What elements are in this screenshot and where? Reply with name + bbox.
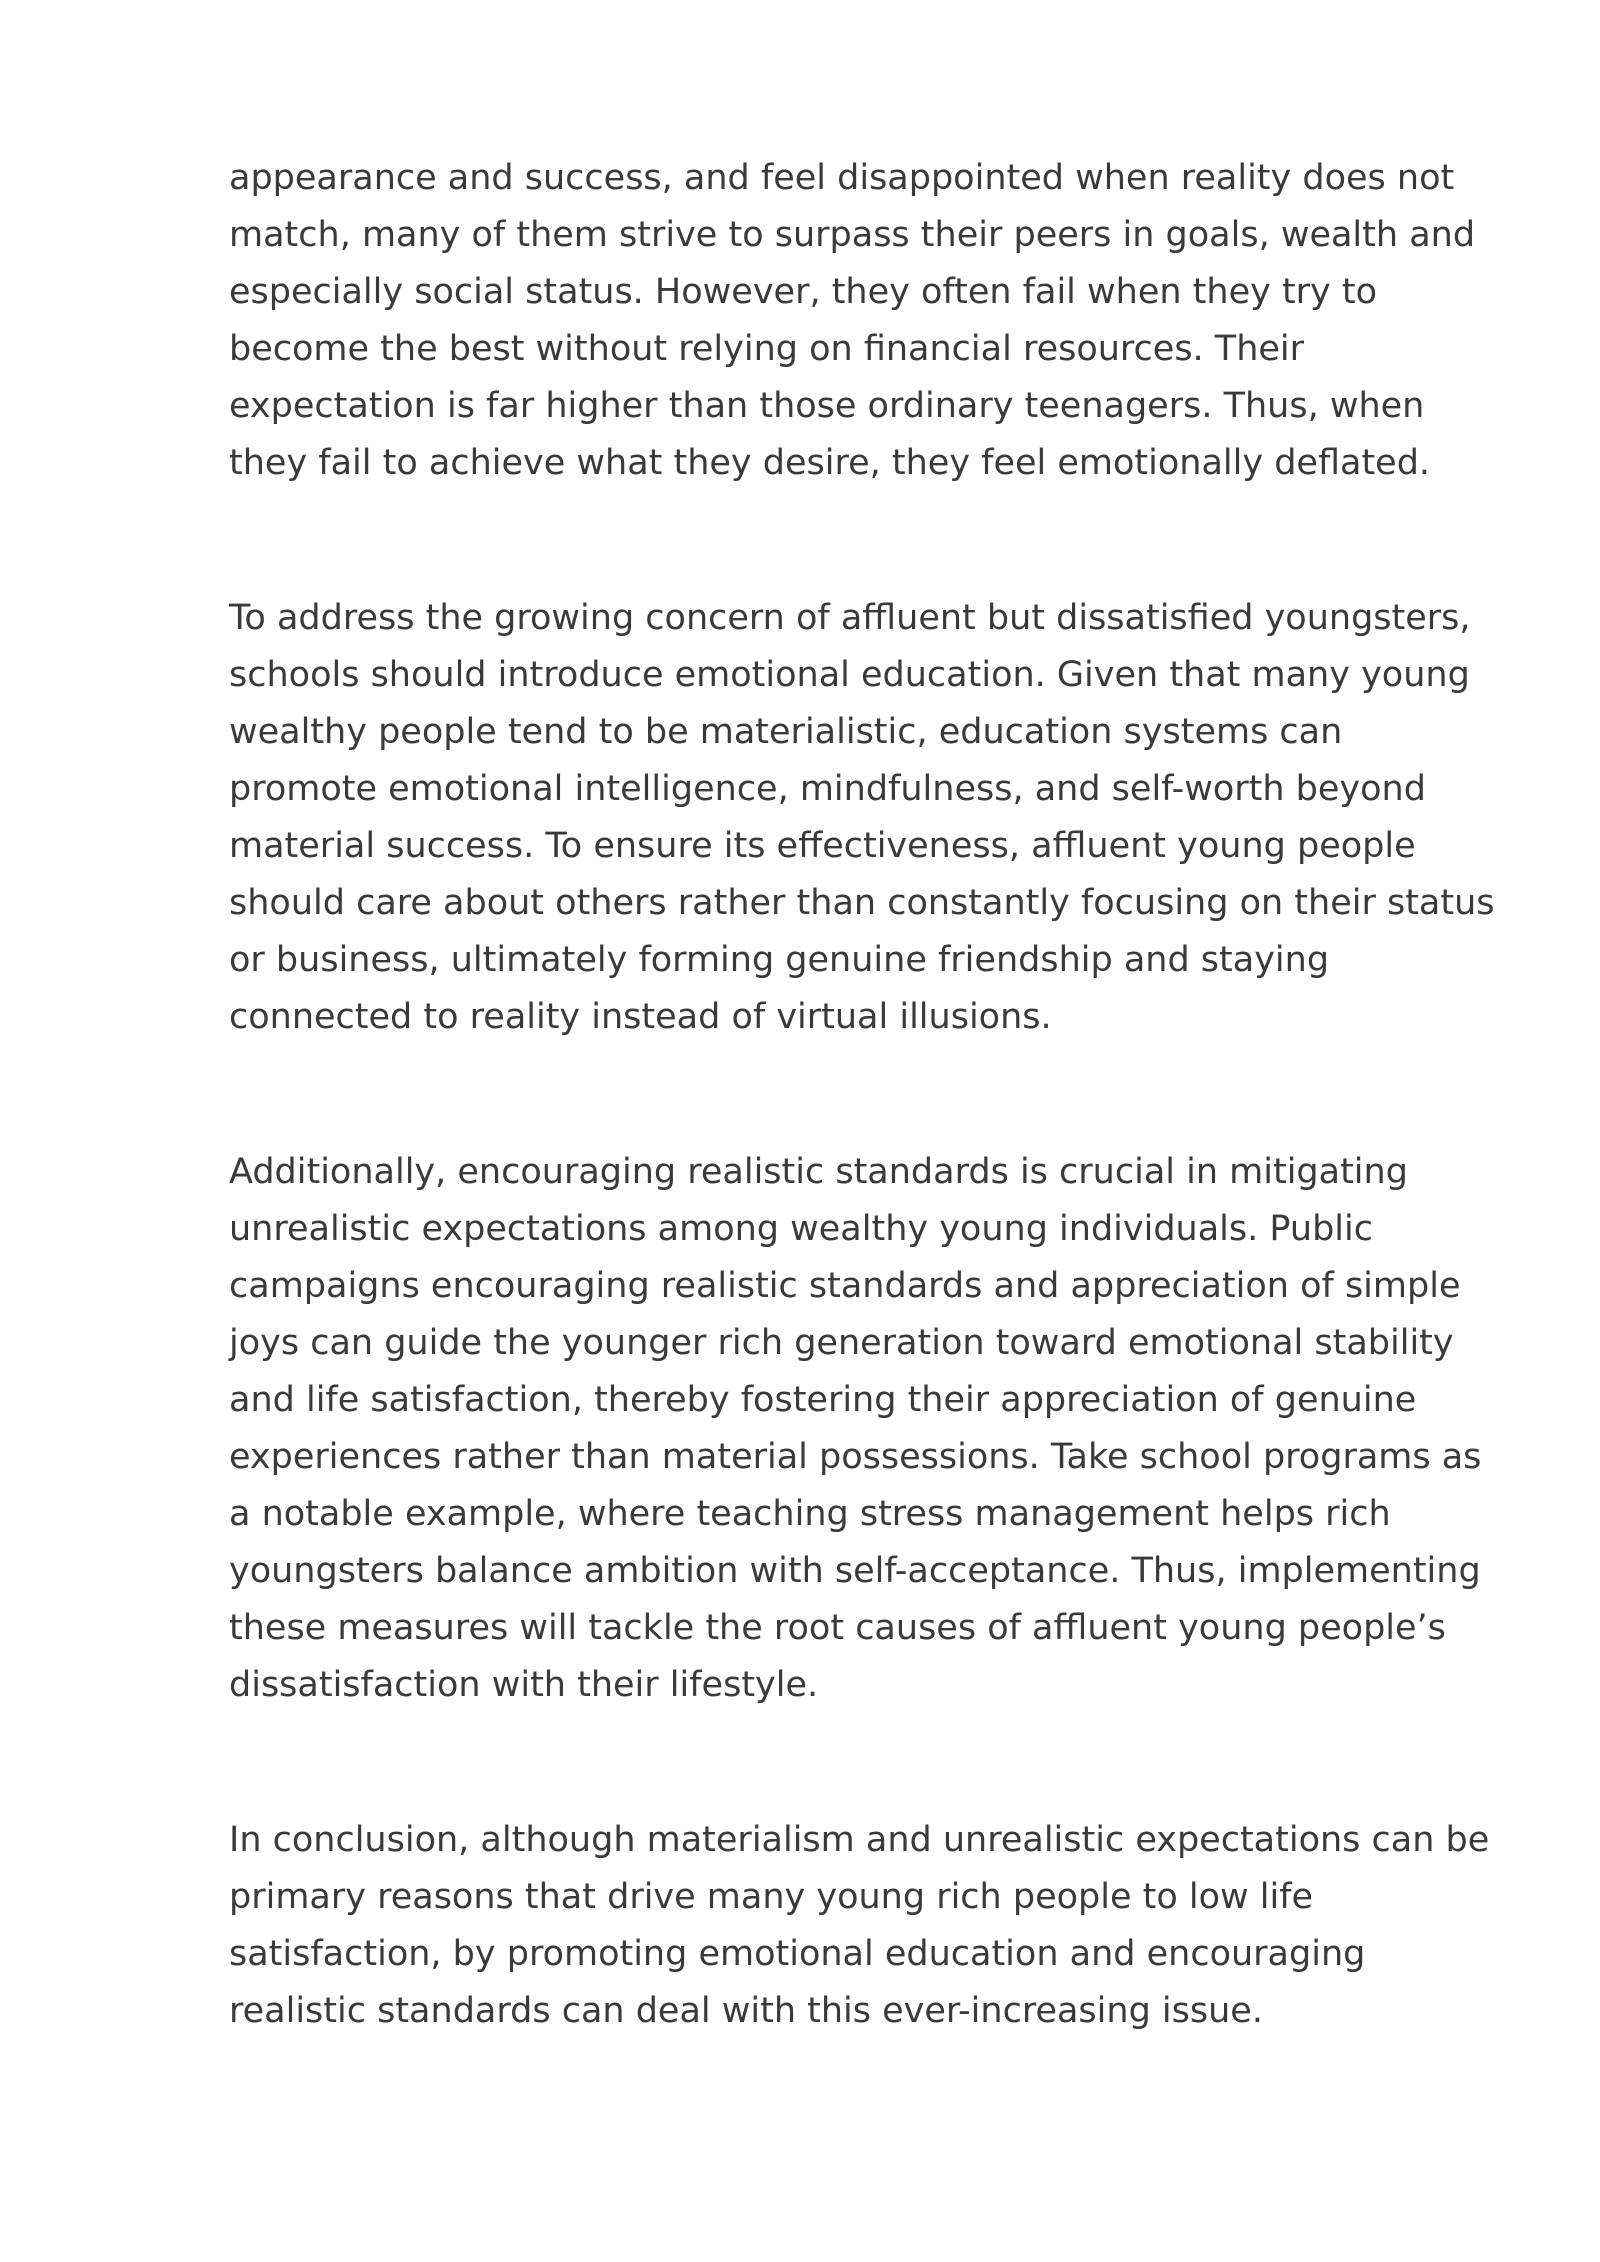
text-line: promote emotional intelligence, mindfulness, and self-worth beyond [229,769,1426,809]
text-line: primary reasons that drive many young rich people to low life [229,1877,1314,1917]
text-line: Additionally, encouraging realistic standards is crucial in mitigating [229,1152,1408,1192]
text-line: connected to reality instead of virtual illusions. [229,997,1052,1037]
text-line: appearance and success, and feel disappointed when reality does not [229,158,1455,198]
text-line: schools should introduce emotional education. Given that many young [229,655,1470,695]
paragraph-2 [229,590,1509,1046]
text-line: To address the growing concern of affluent but dissatisfied youngsters, [229,598,1471,638]
text-line: especially social status. However, they often fail when they try to [229,272,1378,312]
text-line: joys can guide the younger rich generation toward emotional stability [229,1323,1454,1363]
text-line: these measures will tackle the root causes of affluent young people’s [229,1608,1446,1648]
document-body [229,150,1509,2138]
text-line: expectation is far higher than those ordinary teenagers. Thus, when [229,386,1425,426]
text-line: experiences rather than material possessions. Take school programs as [229,1437,1482,1477]
text-line: and life satisfaction, thereby fostering their appreciation of genuine [229,1380,1417,1420]
text-line: In conclusion, although materialism and unrealistic expectations can be [229,1820,1490,1860]
text-line: realistic standards can deal with this ever-increasing issue. [229,1991,1263,2031]
text-line: youngsters balance ambition with self-acceptance. Thus, implementing [229,1551,1481,1591]
text-line: wealthy people tend to be materialistic, education systems can [229,712,1343,752]
text-line: unrealistic expectations among wealthy young individuals. Public [229,1209,1373,1249]
text-line: dissatisfaction with their lifestyle. [229,1665,819,1705]
paragraph-3 [229,1144,1509,1714]
text-line: become the best without relying on financial resources. Their [229,329,1305,369]
paragraph-1 [229,150,1509,492]
text-line: should care about others rather than constantly focusing on their status [229,883,1495,923]
text-line: or business, ultimately forming genuine friendship and staying [229,940,1330,980]
text-line: material success. To ensure its effectiveness, affluent young people [229,826,1416,866]
text-line: a notable example, where teaching stress management helps rich [229,1494,1391,1534]
text-line: match, many of them strive to surpass their peers in goals, wealth and [229,215,1476,255]
text-line: campaigns encouraging realistic standards and appreciation of simple [229,1266,1461,1306]
paragraph-4 [229,1812,1509,2040]
text-line: they fail to achieve what they desire, they feel emotionally deflated. [229,443,1431,483]
text-line: satisfaction, by promoting emotional education and encouraging [229,1934,1366,1974]
